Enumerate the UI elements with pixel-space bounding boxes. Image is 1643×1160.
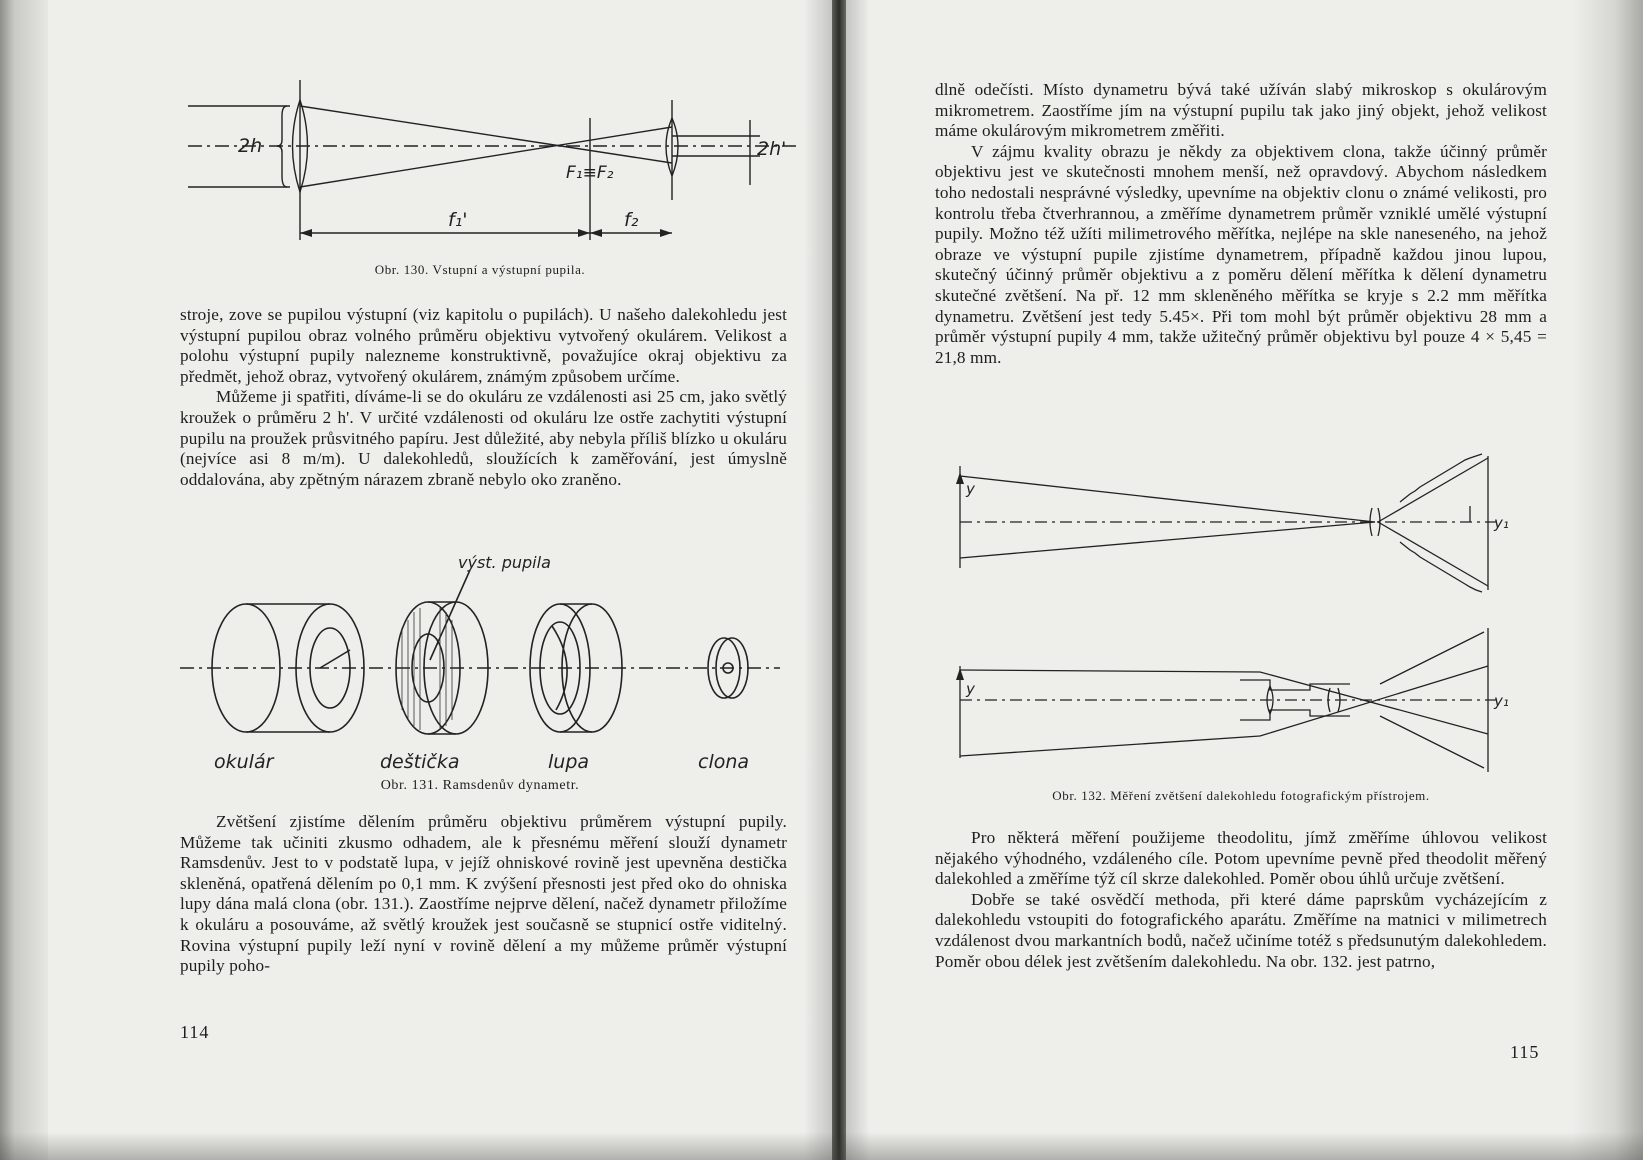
paragraph: V zájmu kvality obrazu je někdy za objektivem clona, takže účinný průměr objektivu jest ve skutečnosti mnohem menší, než opravdový. Abychom následkem toho nedostali nesprávné výsledky, upevníme na objektiv clonu o známé velikosti, pro kontrolu třeba čtverhrannou, a změříme dynametrem průměr vzniklé umělé výstupní pupily. Možno též užíti milimetrového měřítka, nejlépe na skle naneseného, na jehož obraze ve výstupní pupile zjistíme dynametrem, případně každou jinou lupou, skutečný účinný průměr objektivu a z poměru dělení měřítka k dělení dynametru skutečné zvětšení. Na př. 12 mm skleněného měřítka se kryje s 2.2 mm měřítka dynametru. Zvětšení jest tedy 5.45×. Při tom mohl být průměr objektivu 28 mm a průměr výstupní pupily 4 mm, takže užitečný průměr objektivu byl pouze 4 × 5,45 = 21,8 mm.: [935, 141, 1547, 367]
paragraph: stroje, zove se pupilou výstupní (viz kapitolu o pupilách). U našeho dalekohledu jest výstupní pupilou obraz volného průměru objektivu vytvořený okulárem. Velikost a polohu výstupní pupily nalezneme konstruktivně, považujíce okraj objektivu za předmět, jehož obraz, vytvořený okulárem, známým způsobem určíme.: [180, 305, 787, 386]
label-focal-points: F₁≡F₂: [566, 163, 614, 183]
paragraph: Zvětšení zjistíme dělením průměru objektivu průměrem výstupní pupily. Můžeme tak učiniti zkusmo odhadem, ale k přesnému měření slouží dynametr Ramsdenův. Jest to v podstatě lupa, v jejíž ohniskové rovině jest upevněna destička skleněná, opatřená dělením po 0,1 mm. K zvýšení přesnosti jest před oko do ohniska lupy dána malá clona (obr. 131.). Zaostříme nejprve dělení, načež dynametr přiložíme k okuláru a posouváme, až světlý kroužek jest současně se stupnicí ostře viditelný. Rovina výstupní pupily leží nyní v rovině dělení a my můžeme průměr výstupní pupily poho-: [180, 812, 787, 976]
figure-130-caption: Obr. 130. Vstupní a výstupní pupila.: [374, 262, 586, 277]
label-desticka: deštička: [380, 751, 460, 773]
label-2h-prime: 2h': [757, 138, 787, 160]
label-f1-prime: f₁': [448, 209, 468, 231]
bottom-shadow: [0, 1132, 1643, 1160]
label-lupa: lupa: [548, 751, 590, 773]
label-okular: okulár: [214, 751, 274, 773]
page-number-left: 114: [180, 1022, 210, 1042]
figure-131: [0, 550, 840, 780]
right-page: [840, 0, 1643, 1160]
label-y-top: y: [966, 480, 975, 498]
label-f2: f₂: [624, 209, 639, 231]
label-y1-top: y₁: [1494, 514, 1509, 532]
left-text-top: [180, 305, 787, 490]
page-number-right: 115: [1510, 1042, 1540, 1062]
label-vystupni-pupila: výst. pupila: [458, 553, 551, 572]
figure-130: [0, 0, 840, 260]
book-spine: [832, 0, 846, 1160]
left-text-bottom: [180, 812, 787, 977]
paragraph: Pro některá měření použijeme theodolitu, jímž změříme úhlovou velikost nějakého výhodného, vzdáleného cíle. Potom upevníme pevně před theodolit měřený dalekohled a změříme týž cíl skrze dalekohled. Poměr obou úhlů určuje zvětšení.: [935, 828, 1547, 889]
figure-132: [840, 458, 1643, 778]
label-y-bottom: y: [966, 680, 975, 698]
right-text-top: [935, 80, 1547, 368]
figure-131-caption: Obr. 131. Ramsdenův dynametr.: [380, 778, 580, 793]
label-y1-bottom: y₁: [1494, 692, 1509, 710]
right-text-bottom: [935, 828, 1547, 972]
label-2h: 2h: [238, 135, 263, 157]
figure-132-caption: Obr. 132. Měření zvětšení dalekohledu fotografickým přístrojem.: [1052, 788, 1430, 803]
paragraph: Dobře se také osvědčí methoda, při které dáme paprskům vycházejícím z dalekohledu vstoupiti do fotografického aparátu. Změříme na matnici v milimetrech vzdálenost dvou markantních bodů, načež učiníme totéž s předsunutým dalekohledem. Poměr obou délek jest zvětšením dalekohledu. Na obr. 132. jest patrno,: [935, 889, 1547, 971]
paragraph: Můžeme ji spatřiti, díváme-li se do okuláru ze vzdálenosti asi 25 cm, jako světlý kroužek o průměru 2 h'. V určité vzdálenosti od okuláru lze ostře zachytiti výstupní pupilu na proužek průsvitného papíru. Jest důležité, aby nebyla příliš blízko u okuláru (nejvíce asi 8 m/m). U dalekohledů, sloužících k zaměřování, jest úmyslně oddalována, aby zpětným nárazem zbraně nebylo oko zraněno.: [180, 387, 787, 489]
paragraph: dlně odečísti. Místo dynametru bývá také užíván slabý mikroskop s okulárovým mikrometrem. Zaostříme jím na výstupní pupilu tak jako jiný objekt, jehož velikost máme okulárovým mikrometrem změřiti.: [935, 80, 1547, 141]
label-clona: clona: [698, 751, 750, 773]
